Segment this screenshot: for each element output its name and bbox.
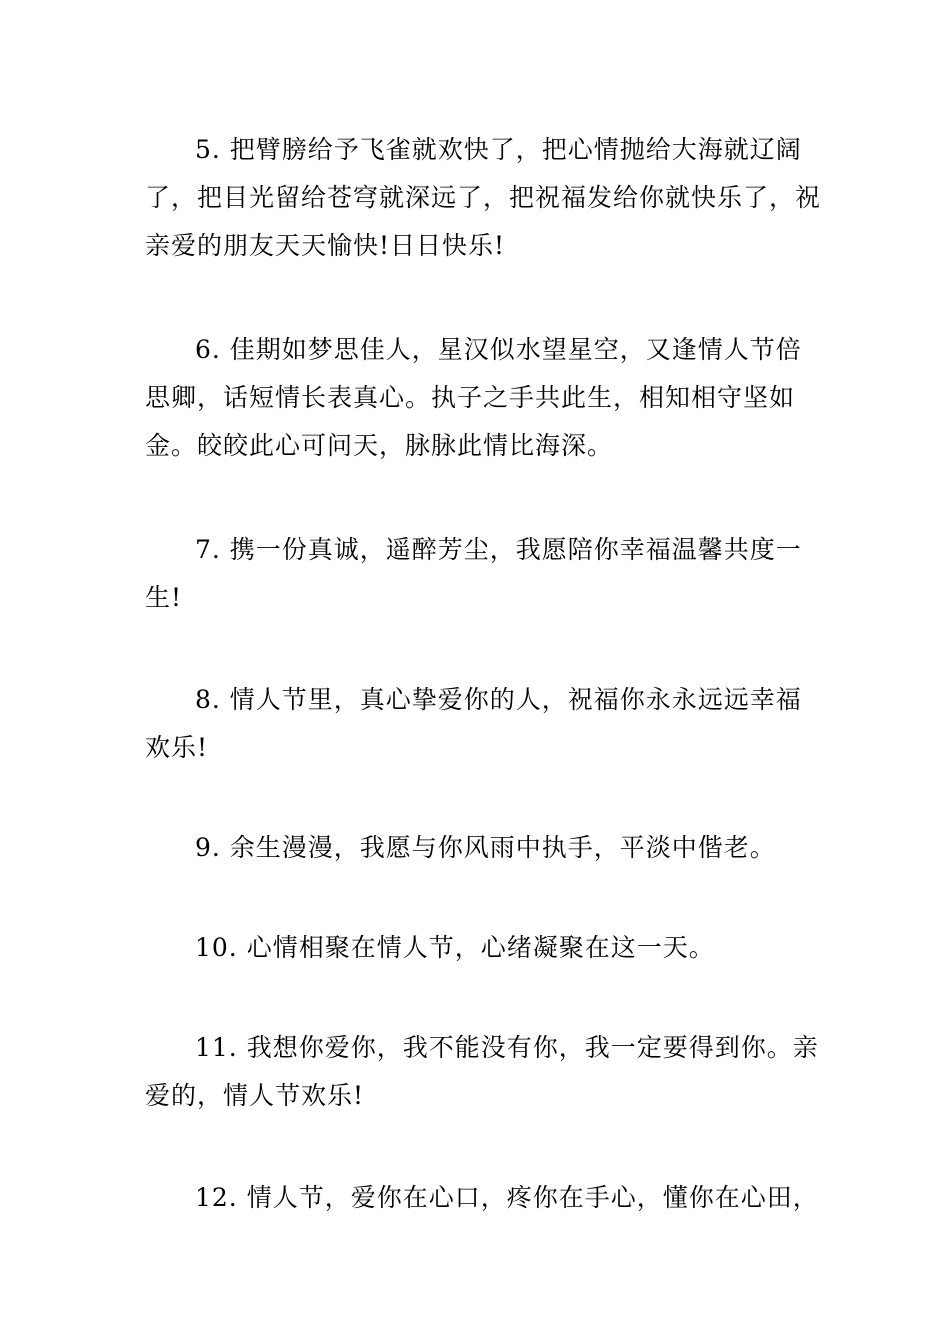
paragraph-7: 7. 携一份真诚，遥醉芳尘，我愿陪你幸福温馨共度一生! <box>145 535 802 612</box>
paragraph-9: 9. 余生漫漫，我愿与你风雨中执手，平淡中偕老。 <box>195 833 776 862</box>
paragraph-5: 5. 把臂膀给予飞雀就欢快了，把心情抛给大海就辽阔了，把目光留给苍穹就深远了，把祝福发给你就快乐了，祝亲爱的朋友天天愉快!日日快乐! <box>145 135 822 260</box>
paragraph-6: 6. 佳期如梦思佳人，星汉似水望星空，又逢情人节倍思卿，话短情长表真心。执子之手共此生，相知相守坚如金。皎皎此心可问天，脉脉此情比海深。 <box>145 335 802 460</box>
paragraph-11: 11. 我想你爱你，我不能没有你，我一定要得到你。亲爱的，情人节欢乐! <box>145 1033 819 1110</box>
paragraph-12: 12. 情人节，爱你在心口，疼你在手心，懂你在心田， <box>195 1183 819 1212</box>
paragraph-10: 10. 心情相聚在情人节，心绪凝聚在这一天。 <box>195 933 715 962</box>
paragraph-8: 8. 情人节里，真心挚爱你的人，祝福你永永远远幸福欢乐! <box>145 685 802 762</box>
